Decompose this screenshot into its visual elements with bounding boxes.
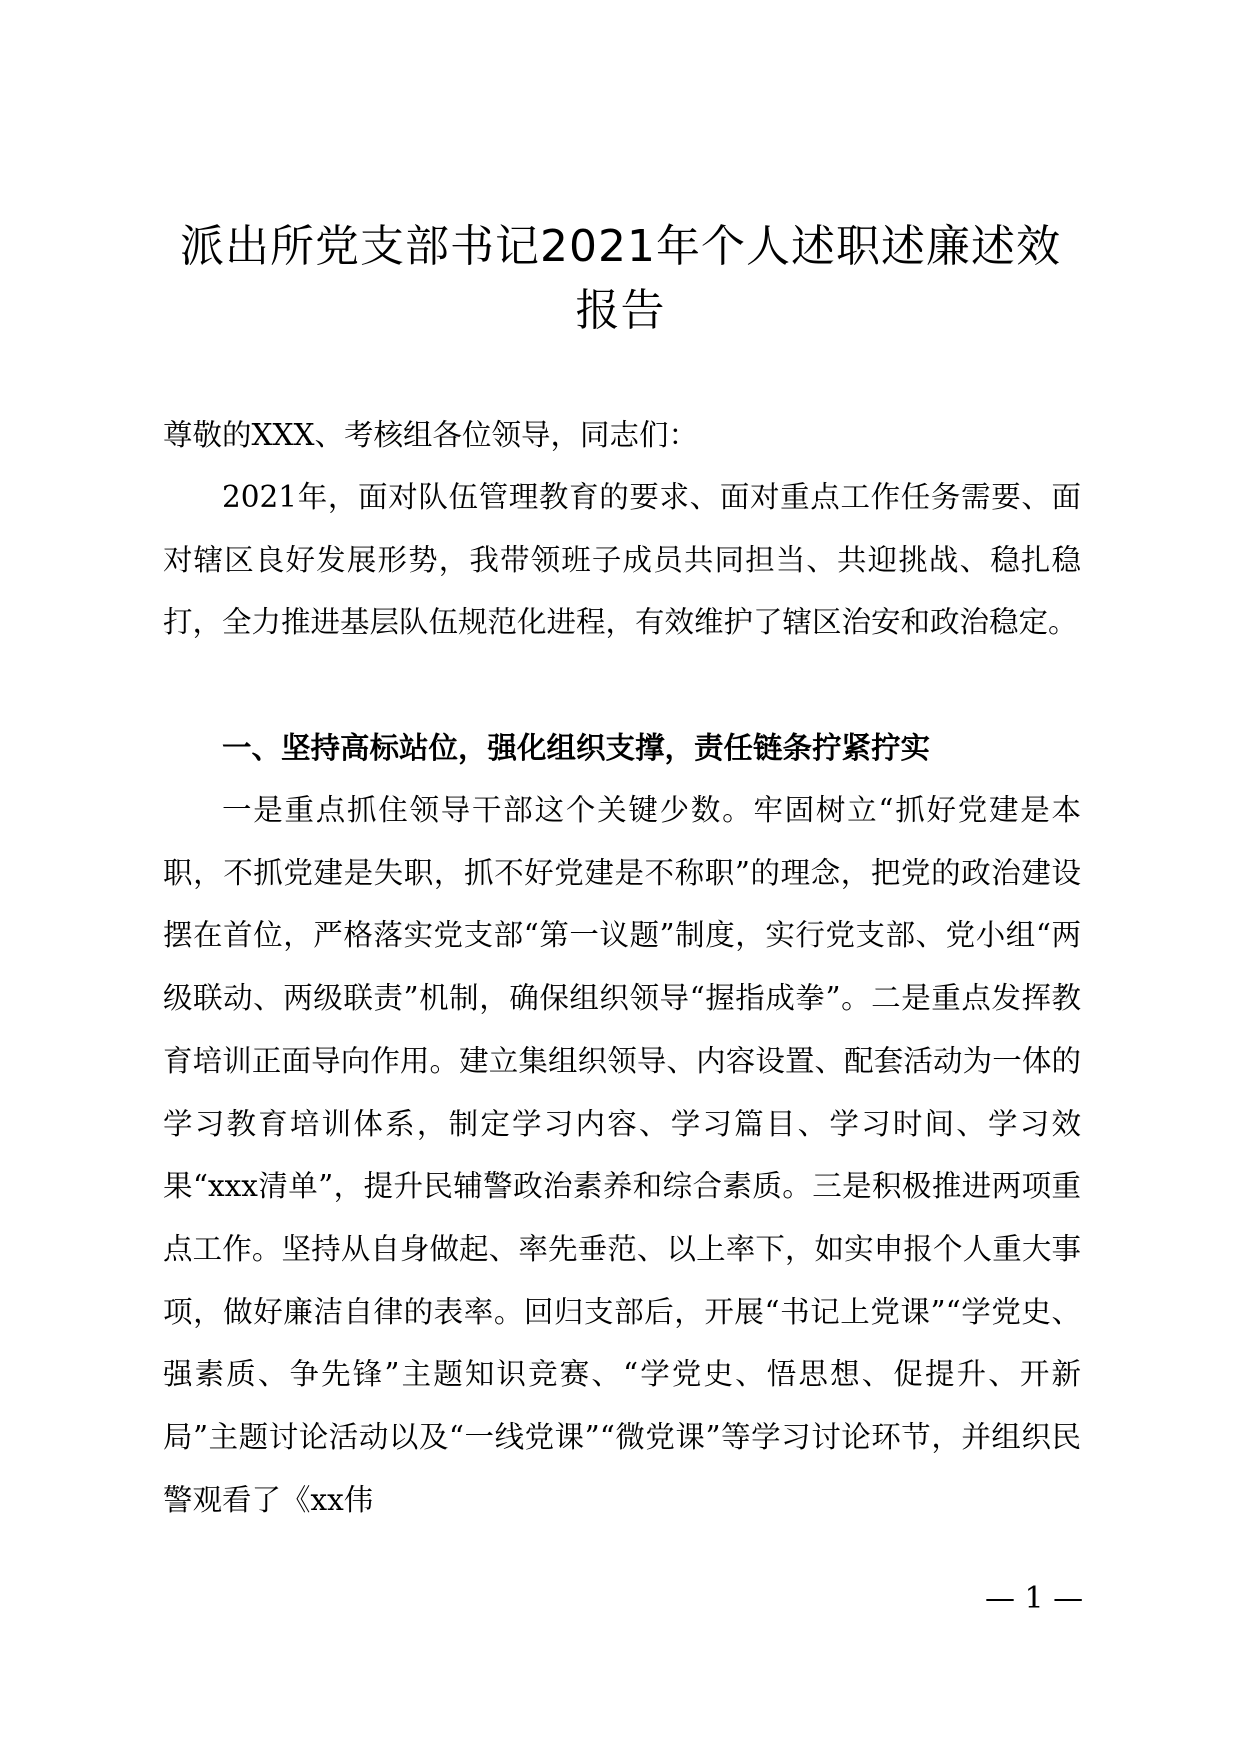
page-number: — 1 — [985, 1581, 1084, 1616]
section-1-body: 一是重点抓住领导干部这个关键少数。牢固树立“抓好党建是本职，不抓党建是失职，抓不好党建是不称职”的理念，把党的政治建设摆在首位，严格落实党支部“第一议题”制度，实行党支部、党小组“两级联动、两级联责”机制，确保组织领导“握指成拳”。二是重点发挥教育培训正面导向作用。建立集组织领导、内容设置、配套活动为一体的学习教育培训体系，制定学习内容、学习篇目、学习时间、学习效果“xxx清单”，提升民辅警政治素养和综合素质。三是积极推进两项重点工作。坚持从自身做起、率先垂范、以上率下，如实申报个人重大事项，做好廉洁自律的表率。回归支部后，开展“书记上党课”“学党史、强素质、争先锋”主题知识竞赛、“学党史、悟思想、促提升、开新局”主题讨论活动以及“一线党课”“微党课”等学习讨论环节，并组织民警观看了《xx伟 [163, 793, 1081, 1517]
title-line-1: 派出所党支部书记2021年个人述职述廉述效 [180, 221, 1061, 272]
salutation: 尊敬的XXX、考核组各位领导，同志们： [163, 418, 699, 452]
document-title [150, 215, 1091, 343]
section-1-heading: 一、坚持高标站位，强化组织支撑，责任链条拧紧拧实 [222, 731, 931, 765]
intro-paragraph: 2021年，面对队伍管理教育的要求、面对重点工作任务需要、面对辖区良好发展形势，我带领班子成员共同担当、共迎挑战、稳扎稳打，全力推进基层队伍规范化进程，有效维护了辖区治安和政治稳定。 [163, 480, 1081, 640]
title-line-2: 报告 [575, 285, 666, 336]
